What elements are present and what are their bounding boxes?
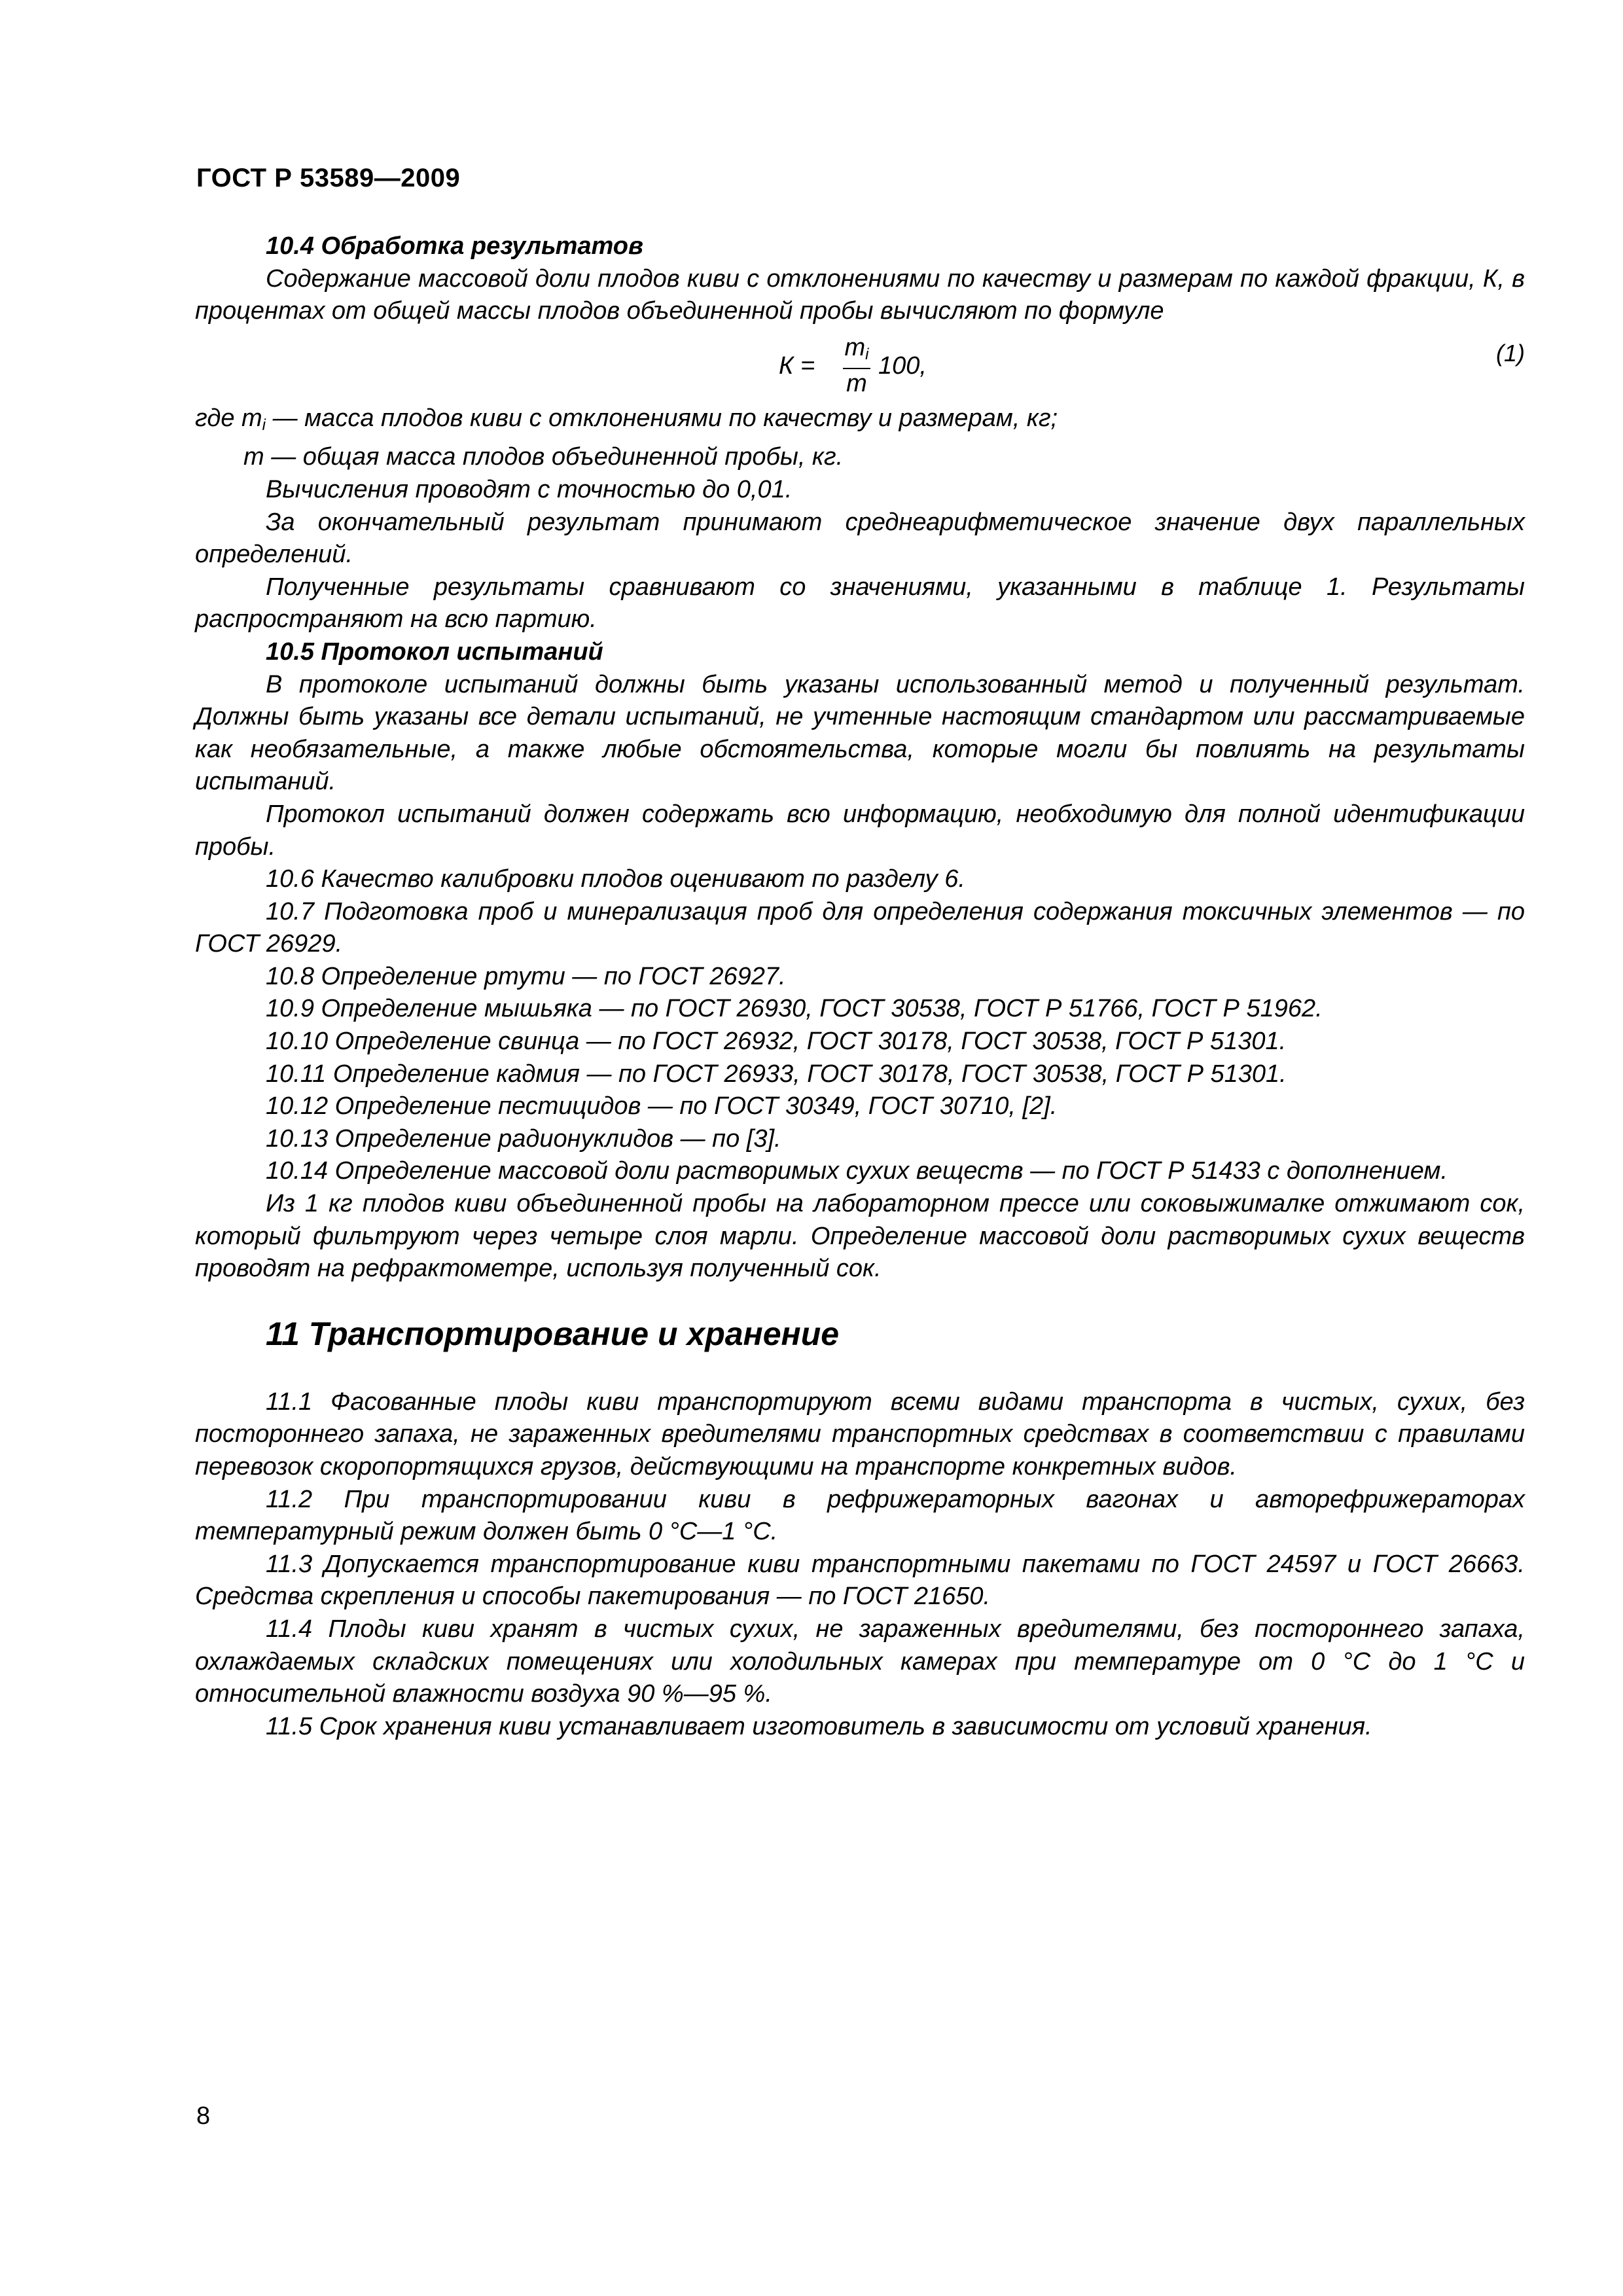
heading-10-5: 10.5 Протокол испытаний xyxy=(266,637,603,666)
formula-numerator-sub: i xyxy=(865,345,869,363)
item-10-6: 10.6 Качество калибровки плодов оценивают по разделу 6. xyxy=(266,865,965,893)
item-11-5: 11.5 Срок хранения киви устанавливает изготовитель в зависимости от условий хранения. xyxy=(266,1712,1372,1740)
formula-numerator-m: m xyxy=(844,333,866,361)
item-10-13: 10.13 Определение радионуклидов — по [3]. xyxy=(266,1124,781,1153)
item-10-12: 10.12 Определение пестицидов — по ГОСТ 30349, ГОСТ 30710, [2]. xyxy=(266,1092,1058,1121)
item-11-2: 11.2 При транспортировании киви в рефрижераторных вагонах и авторефрижераторах температурный режим должен быть 0 °С—1 °С. xyxy=(195,1485,1525,1546)
where-1-prefix: где m xyxy=(195,404,262,432)
paragraph-10-14-detail: Из 1 кг плодов киви объединенной пробы на лабораторном прессе или соковыжималке отжимают сок, который фильтруют через четыре слоя марли. Определение массовой доли растворимых сухих веществ проводят на рефрактометре, используя полученный сок. xyxy=(195,1190,1525,1283)
paragraph-10-4-intro: Содержание массовой доли плодов киви с отклонениями по качеству и размерам по каждой фракции, К, в процентах от общей массы плодов объединенной пробы вычисляют по формуле xyxy=(195,264,1525,325)
item-10-11: 10.11 Определение кадмия — по ГОСТ 26933, ГОСТ 30178, ГОСТ 30538, ГОСТ Р 51301. xyxy=(266,1060,1287,1088)
heading-10-4: 10.4 Обработка результатов xyxy=(266,232,643,260)
where-1-sub: i xyxy=(262,416,266,434)
item-11-3: 11.3 Допускается транспортирование киви транспортными пакетами по ГОСТ 24597 и ГОСТ 26663. Средства скрепления и способы пакетирования — по ГОСТ 21650. xyxy=(195,1550,1525,1611)
item-10-9: 10.9 Определение мышьяка — по ГОСТ 26930, ГОСТ 30538, ГОСТ Р 51766, ГОСТ Р 51962. xyxy=(266,995,1323,1023)
item-10-8: 10.8 Определение ртути — по ГОСТ 26927. xyxy=(266,962,786,990)
paragraph-10-5-p2: Протокол испытаний должен содержать всю информацию, необходимую для полной идентификации пробы. xyxy=(195,800,1525,861)
formula-1 xyxy=(195,331,1525,399)
formula-number: (1) xyxy=(1496,339,1525,367)
item-11-4: 11.4 Плоды киви хранят в чистых сухих, не зараженных вредителями, без постороннего запаха, охлаждаемых складских помещениях или холодильных камерах при температуре от 0 °С до 1 °С и относительной влажности воздуха 90 %—95 %. xyxy=(195,1615,1525,1708)
formula-rhs: 100, xyxy=(878,351,927,380)
formula-lhs: К = xyxy=(779,351,815,380)
where-1-text: — масса плодов киви с отклонениями по качеству и размерам, кг; xyxy=(266,404,1058,432)
formula-denominator: m xyxy=(846,369,867,397)
paragraph-10-4-p2: За окончательный результат принимают среднеарифметическое значение двух параллельных определений. xyxy=(195,508,1525,569)
item-10-14: 10.14 Определение массовой доли растворимых сухих веществ — по ГОСТ Р 51433 с дополнением. xyxy=(266,1157,1448,1185)
item-10-7: 10.7 Подготовка проб и минерализация проб для определения содержания токсичных элементов — по ГОСТ 26929. xyxy=(195,897,1525,958)
item-10-10: 10.10 Определение свинца — по ГОСТ 26932, ГОСТ 30178, ГОСТ 30538, ГОСТ Р 51301. xyxy=(266,1028,1287,1056)
document-body xyxy=(195,230,1525,1743)
paragraph-10-4-p3: Полученные результаты сравнивают со значениями, указанными в таблице 1. Результаты распространяют на всю партию. xyxy=(195,573,1525,634)
where-line-1 xyxy=(195,403,1525,442)
paragraph-10-4-p1: Вычисления проводят с точностью до 0,01. xyxy=(266,475,793,503)
where-line-2: m — общая масса плодов объединенной пробы, кг. xyxy=(243,443,844,471)
paragraph-10-5-p1: В протоколе испытаний должны быть указаны использованный метод и полученный результат. Должны быть указаны все детали испытаний, не учтенные настоящим стандартом или рассматриваемые как необязательные, а также любые обстоятельства, которые могли бы повлиять на результаты испытаний. xyxy=(195,670,1525,796)
formula-numerator xyxy=(842,334,872,368)
heading-section-11: 11 Транспортирование и хранение xyxy=(266,1315,840,1352)
item-11-1: 11.1 Фасованные плоды киви транспортируют всеми видами транспорта в чистых, сухих, без постороннего запаха, не зараженных вредителями транспортных средствах в соответствии с правилами перевозок скоропортящихся грузов, действующими на транспорте конкретных видов. xyxy=(195,1388,1525,1480)
document-header: ГОСТ Р 53589—2009 xyxy=(196,164,461,192)
formula-fraction xyxy=(842,334,872,398)
page-number: 8 xyxy=(196,2102,211,2130)
